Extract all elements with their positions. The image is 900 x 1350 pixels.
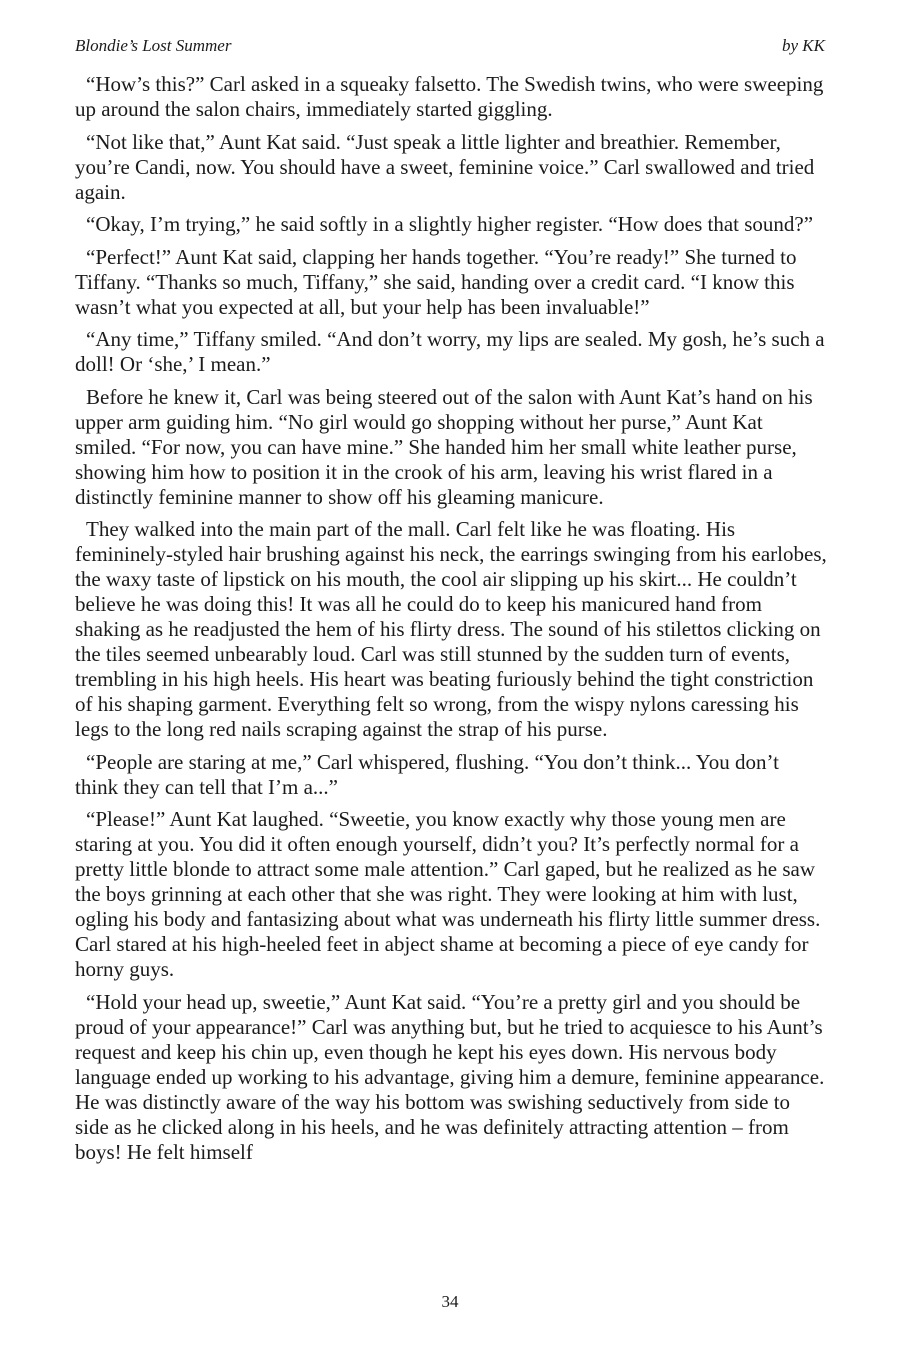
paragraph: “Hold your head up, sweetie,” Aunt Kat said. “You’re a pretty girl and you should be proud of your appearance!” Carl was anything but, but he tried to acquiesce to his Aunt’s request and keep his chin up, even though he kept his eyes down. His nervous body language ended up working to his advantage, giving him a demure, feminine appearance. He was distinctly aware of the way his bottom was swishing seductively from side to side as he clicked along in his heels, and he was definitely attracting attention – from boys! He felt himself [75,989,825,1164]
page-number: 34 [441,1292,459,1311]
paragraph: “People are staring at me,” Carl whispered, flushing. “You don’t think... You don’t think they can tell that I’m a...” [75,749,779,799]
paragraph: “How’s this?” Carl asked in a squeaky falsetto. The Swedish twins, who were sweeping up around the salon chairs, immediately started giggling. [75,72,824,121]
paragraph: “Any time,” Tiffany smiled. “And don’t worry, my lips are sealed. My gosh, he’s such a doll! Or ‘she,’ I mean.” [75,327,825,376]
body-text [75,72,827,1172]
book-title: Blondie’s Lost Summer [75,36,232,55]
paragraph: They walked into the main part of the mall. Carl felt like he was floating. His femininely-styled hair brushing against his neck, the earrings swinging from his earlobes, the waxy taste of lipstick on his mouth, the cool air slipping up his skirt... He couldn’t believe he was doing this! It was all he could do to keep his manicured hand from shaking as he readjusted the hem of his flirty dress. The sound of his stilettos clicking on the tiles seemed unbearably loud. Carl was still stunned by the sudden turn of events, trembling in his high heels. His heart was beating furiously behind the tight constriction of his shaping garment. Everything felt so wrong, from the wispy nylons caressing his legs to the long red nails scraping against the strap of his purse. [75,517,827,741]
paragraph: “Okay, I’m trying,” he said softly in a slightly higher register. “How does that sound?” [86,212,814,236]
paragraph: “Not like that,” Aunt Kat said. “Just speak a little lighter and breathier. Remember, you’re Candi, now. You should have a sweet, feminine voice.” Carl swallowed and tried again. [75,129,815,204]
paragraph: “Perfect!” Aunt Kat said, clapping her hands together. “You’re ready!” She turned to Tiffany. “Thanks so much, Tiffany,” she said, handing over a credit card. “I know this wasn’t what you expected at all, but your help has been invaluable!” [75,244,797,319]
paragraph: Before he knew it, Carl was being steered out of the salon with Aunt Kat’s hand on his upper arm guiding him. “No girl would go shopping without her purse,” Aunt Kat smiled. “For now, you can have mine.” She handed him her small white leather purse, showing him how to position it in the crook of his arm, leaving his wrist flared in a distinctly feminine manner to show off his gleaming manicure. [75,384,813,509]
author-credit: by KK [782,36,825,55]
paragraph: “Please!” Aunt Kat laughed. “Sweetie, you know exactly why those young men are staring at you. You did it often enough yourself, didn’t you? It’s perfectly normal for a pretty little blonde to attract some male attention.” Carl gaped, but he realized as he saw the boys grinning at each other that she was right. They were looking at him with lust, ogling his body and fantasizing about what was underneath his flirty little summer dress. Carl stared at his high-heeled feet in abject shame at becoming a piece of eye candy for horny guys. [75,807,821,981]
